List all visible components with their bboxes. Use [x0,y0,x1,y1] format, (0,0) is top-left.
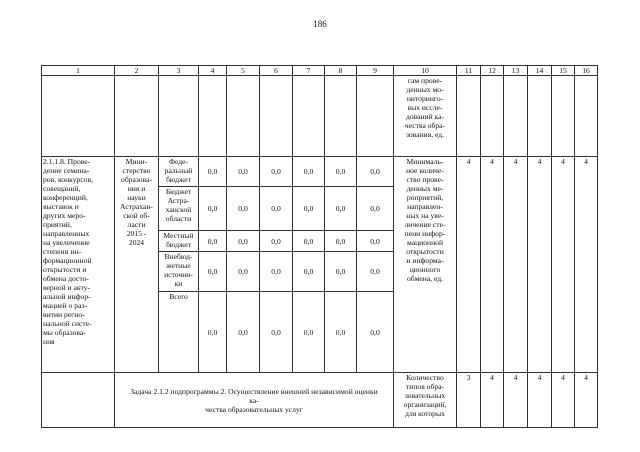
header-cell: 13 [504,66,528,76]
target-cell: 4 [457,157,481,373]
source-name: Местный бюджет [159,231,199,252]
target-cell: 4 [552,373,575,428]
header-cell: 14 [528,66,552,76]
value-cell: 0,0 [227,187,260,231]
value-cell: 0,0 [227,252,260,292]
value-cell: 0,0 [293,231,325,252]
target-cell: 4 [575,373,598,428]
continuation-row [42,76,598,157]
value-cell: 0,0 [357,157,394,187]
item-indicator: Минималь- ное количе- ство прове- денных ме- роприятий, направлен- ных на уве- личение сте- пени инфор- мационной открытости и информа- ционного обмена, ед. [394,157,457,373]
target-cell: 4 [528,373,552,428]
indicator-continuation: гам прове- денных мо- ниторинго- вых иссле- дований ка- чества обра- зования, ед. [394,76,457,157]
header-cell: 2 [115,66,159,76]
header-cell: 10 [394,66,457,76]
target-cell: 4 [481,157,504,373]
item-name: 2.1.1.8. Прове- дение семина- ров, конкурсов, совещаний, конференций, выставок и других меро- приятий, направленных на увеличение степени ин- формационной открытости и обмена досто- верной и акту- альной инфор- мацией о раз- витии регио- нальной систе- мы образова- ния [42,157,115,373]
task-title: Задача 2.1.2 подпрограммы 2. Осуществление внешней независимой оценки ка- чества образовательных услуг [115,373,394,428]
value-cell: 0,0 [325,157,357,187]
value-cell: 0,0 [227,292,260,373]
target-cell: 4 [481,373,504,428]
value-cell: 0,0 [260,252,293,292]
value-cell: 0,0 [293,187,325,231]
value-cell: 0,0 [260,292,293,373]
header-cell: 5 [227,66,260,76]
value-cell: 0,0 [357,187,394,231]
page-number: 186 [313,19,327,29]
value-cell: 0,0 [199,292,227,373]
target-cell: 4 [575,157,598,373]
value-cell: 0,0 [325,252,357,292]
value-cell: 0,0 [325,231,357,252]
value-cell: 0,0 [293,252,325,292]
source-name: Феде- ральный бюджет [159,157,199,187]
value-cell: 0,0 [293,292,325,373]
value-cell: 0,0 [325,187,357,231]
header-cell: 1 [42,66,115,76]
source-name: Внебюд- жетные источни- ки [159,252,199,292]
value-cell: 0,0 [199,187,227,231]
value-cell: 0,0 [357,252,394,292]
table-row [42,157,598,187]
value-cell: 0,0 [260,157,293,187]
value-cell: 0,0 [357,292,394,373]
value-cell: 0,0 [357,231,394,252]
header-cell: 9 [357,66,394,76]
value-cell: 0,0 [199,157,227,187]
target-cell: 4 [552,157,575,373]
header-cell: 16 [575,66,598,76]
header-row [42,66,598,76]
value-cell: 0,0 [227,157,260,187]
value-cell: 0,0 [260,187,293,231]
header-cell: 12 [481,66,504,76]
value-cell: 0,0 [227,231,260,252]
budget-table [41,65,598,428]
header-cell: 6 [260,66,293,76]
value-cell: 0,0 [325,292,357,373]
target-cell: 4 [504,373,528,428]
value-cell: 0,0 [260,231,293,252]
header-cell: 11 [457,66,481,76]
target-cell: 4 [504,157,528,373]
header-cell: 7 [293,66,325,76]
target-cell: 4 [528,157,552,373]
value-cell: 0,0 [199,252,227,292]
source-name: Всего [159,292,199,373]
header-cell: 4 [199,66,227,76]
value-cell: 0,0 [199,231,227,252]
header-cell: 15 [552,66,575,76]
header-cell: 3 [159,66,199,76]
task-row [42,373,598,428]
task-indicator: Количество типов обра- зовательных организаций, для которых [394,373,457,428]
header-cell: 8 [325,66,357,76]
item-executor: Мини- стерство образова- ния и науки Астрахан- ской об- ласти 2015 - 2024 [115,157,159,373]
source-name: Бюджет Астра- ханской области [159,187,199,231]
value-cell: 0,0 [293,157,325,187]
target-cell: 3 [457,373,481,428]
